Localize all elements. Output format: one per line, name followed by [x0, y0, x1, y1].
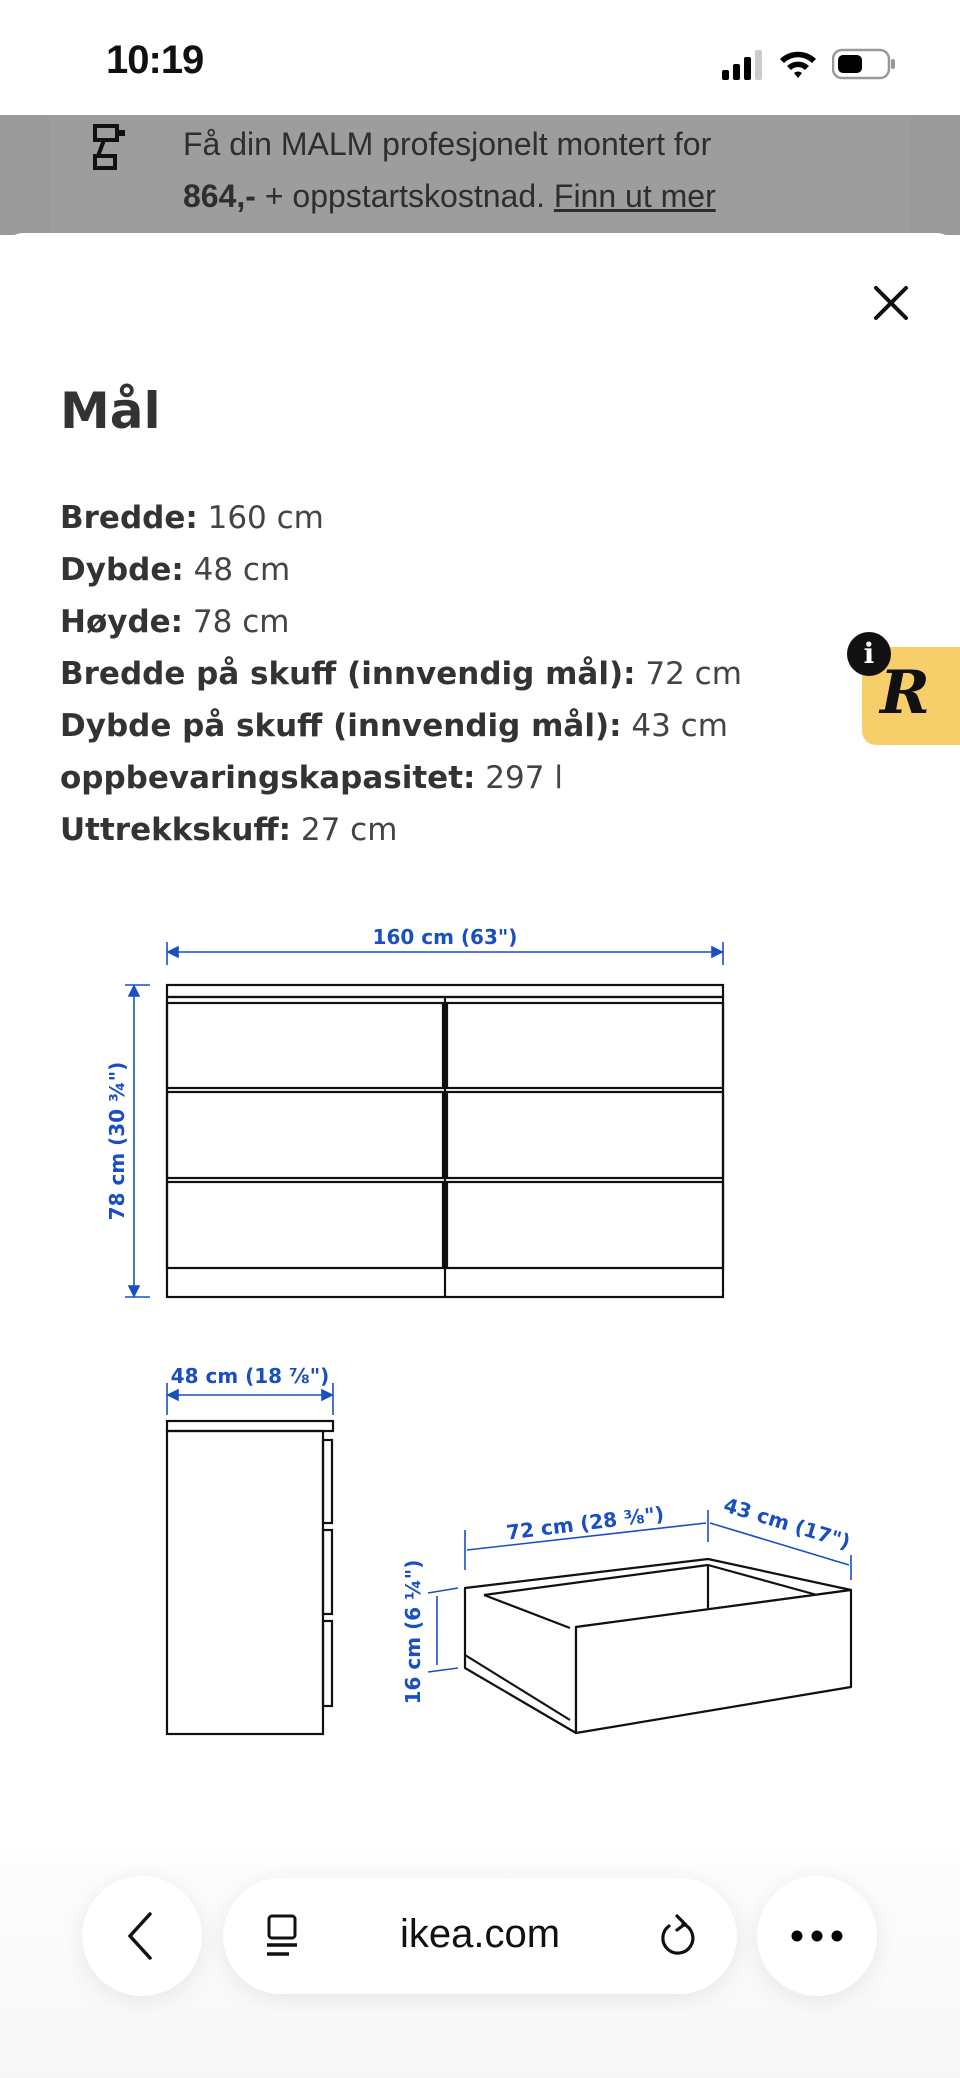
- address-bar[interactable]: [223, 1878, 737, 1994]
- spec-item: Dybde på skuff (innvendig mål): 43 cm: [60, 708, 728, 744]
- drawer-depth-label: 43 cm (17"): [720, 1492, 854, 1554]
- more-button[interactable]: [757, 1876, 877, 1996]
- front-view: [167, 985, 723, 1297]
- spec-item: Bredde: 160 cm: [60, 500, 324, 536]
- info-icon[interactable]: i: [847, 632, 891, 676]
- status-time: 10:19: [106, 38, 204, 82]
- more-icon: [757, 1876, 877, 1996]
- depth-dimension-label: 48 cm (18 ⅞"): [170, 1364, 330, 1388]
- drawer-height-label: 16 cm (6 ¼"): [401, 1559, 425, 1705]
- width-dimension-label: 160 cm (63"): [372, 925, 518, 949]
- spec-item: oppbevaringskapasitet: 297 l: [60, 760, 563, 796]
- spec-item: Uttrekkskuff: 27 cm: [60, 812, 398, 848]
- banner-line1: Få din MALM profesjonelt montert for: [183, 126, 712, 162]
- spec-item: Høyde: 78 cm: [60, 604, 290, 640]
- reload-icon[interactable]: [655, 1912, 699, 1960]
- find-out-more-link[interactable]: Finn ut mer: [553, 178, 716, 214]
- banner-rest: + oppstartskostnad.: [255, 178, 554, 214]
- drawer-width-label: 72 cm (28 ⅜"): [504, 1501, 666, 1545]
- url-text[interactable]: ikea.com: [399, 1912, 561, 1956]
- spec-item: Dybde: 48 cm: [60, 552, 291, 588]
- drawer-view: [465, 1559, 851, 1733]
- back-button[interactable]: [82, 1876, 202, 1996]
- banner-price: 864,-: [183, 178, 256, 214]
- chevron-left-icon: [82, 1876, 202, 1996]
- page-title: Mål: [60, 382, 161, 440]
- extension-logo-icon: R: [880, 658, 930, 728]
- spec-item: Bredde på skuff (innvendig mål): 72 cm: [60, 656, 742, 692]
- side-view: [167, 1421, 333, 1734]
- height-dimension-label: 78 cm (30 ¾"): [105, 1061, 129, 1221]
